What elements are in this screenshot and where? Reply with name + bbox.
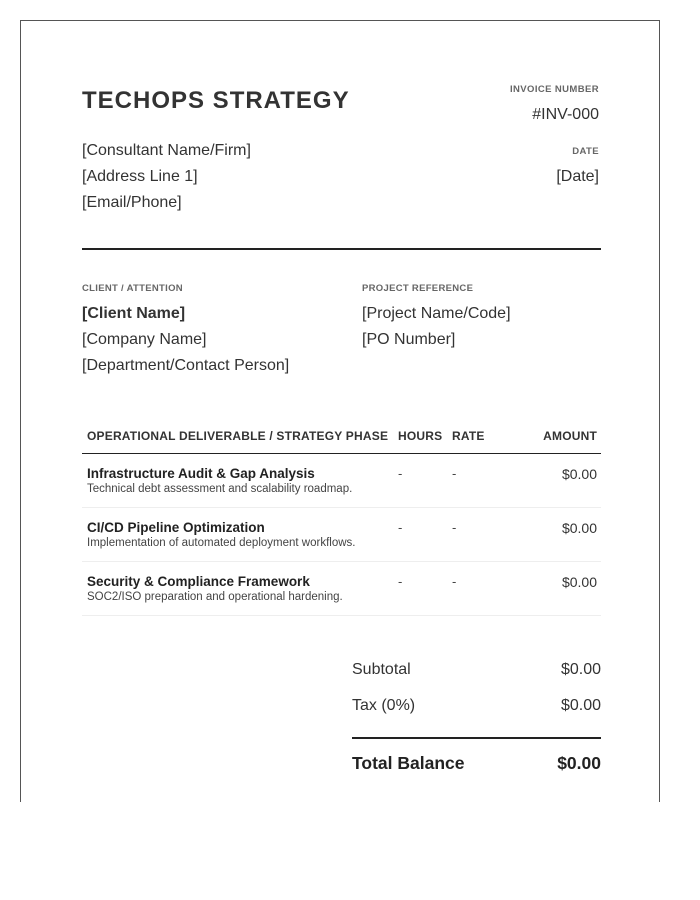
row-title: Infrastructure Audit & Gap Analysis (87, 466, 315, 481)
row-hours: - (398, 574, 403, 589)
row-rate: - (452, 466, 457, 481)
row-amount: $0.00 (561, 574, 597, 590)
total-balance-value: $0.00 (557, 753, 601, 773)
consultant-address: [Address Line 1] (82, 168, 198, 185)
row-description: Technical debt assessment and scalability roadmap. (87, 483, 353, 495)
client-name: [Client Name] (82, 305, 186, 322)
row-description: Implementation of automated deployment workflows. (87, 537, 356, 549)
subtotal-value: $0.00 (560, 661, 601, 678)
consultant-info (82, 138, 251, 216)
invoice-page (20, 20, 660, 802)
client-company: [Company Name] (82, 331, 207, 348)
project-block (362, 301, 511, 353)
table-row (82, 562, 601, 616)
subtotal-row (352, 653, 601, 689)
invoice-number-label: INVOICE NUMBER (510, 84, 599, 95)
header-divider (82, 248, 601, 250)
invoice-number: #INV-000 (532, 106, 599, 123)
tax-value: $0.00 (560, 697, 601, 714)
row-title: Security & Compliance Framework (87, 574, 310, 589)
table-header (82, 419, 601, 454)
consultant-name: [Consultant Name/Firm] (82, 142, 251, 159)
table-row (82, 454, 601, 508)
row-amount: $0.00 (561, 520, 597, 536)
tax-label: Tax (0%) (352, 697, 416, 714)
totals-block (352, 653, 601, 779)
row-title: CI/CD Pipeline Optimization (87, 520, 265, 535)
table-row (82, 508, 601, 562)
project-label: PROJECT REFERENCE (362, 283, 474, 294)
header-amount: AMOUNT (543, 429, 597, 443)
row-hours: - (398, 466, 403, 481)
subtotal-label: Subtotal (352, 661, 411, 678)
project-name: [Project Name/Code] (362, 305, 511, 322)
total-balance-row (352, 739, 601, 779)
row-rate: - (452, 574, 457, 589)
date-label: DATE (572, 146, 599, 157)
row-hours: - (398, 520, 403, 535)
po-number: [PO Number] (362, 331, 456, 348)
row-description: SOC2/ISO preparation and operational hardening. (87, 591, 343, 603)
header-deliverable: OPERATIONAL DELIVERABLE / STRATEGY PHASE (87, 429, 389, 443)
consultant-contact: [Email/Phone] (82, 194, 182, 211)
total-balance-label: Total Balance (352, 753, 465, 773)
date-value: [Date] (556, 168, 599, 185)
line-items-table (82, 419, 601, 616)
client-department: [Department/Contact Person] (82, 357, 290, 374)
header-rate: RATE (452, 429, 485, 443)
client-block (82, 301, 289, 379)
client-label: CLIENT / ATTENTION (82, 283, 183, 294)
row-amount: $0.00 (561, 466, 597, 482)
header-hours: HOURS (398, 429, 443, 443)
company-name: TECHOPS STRATEGY (82, 87, 350, 114)
tax-row (352, 689, 601, 725)
row-rate: - (452, 520, 457, 535)
